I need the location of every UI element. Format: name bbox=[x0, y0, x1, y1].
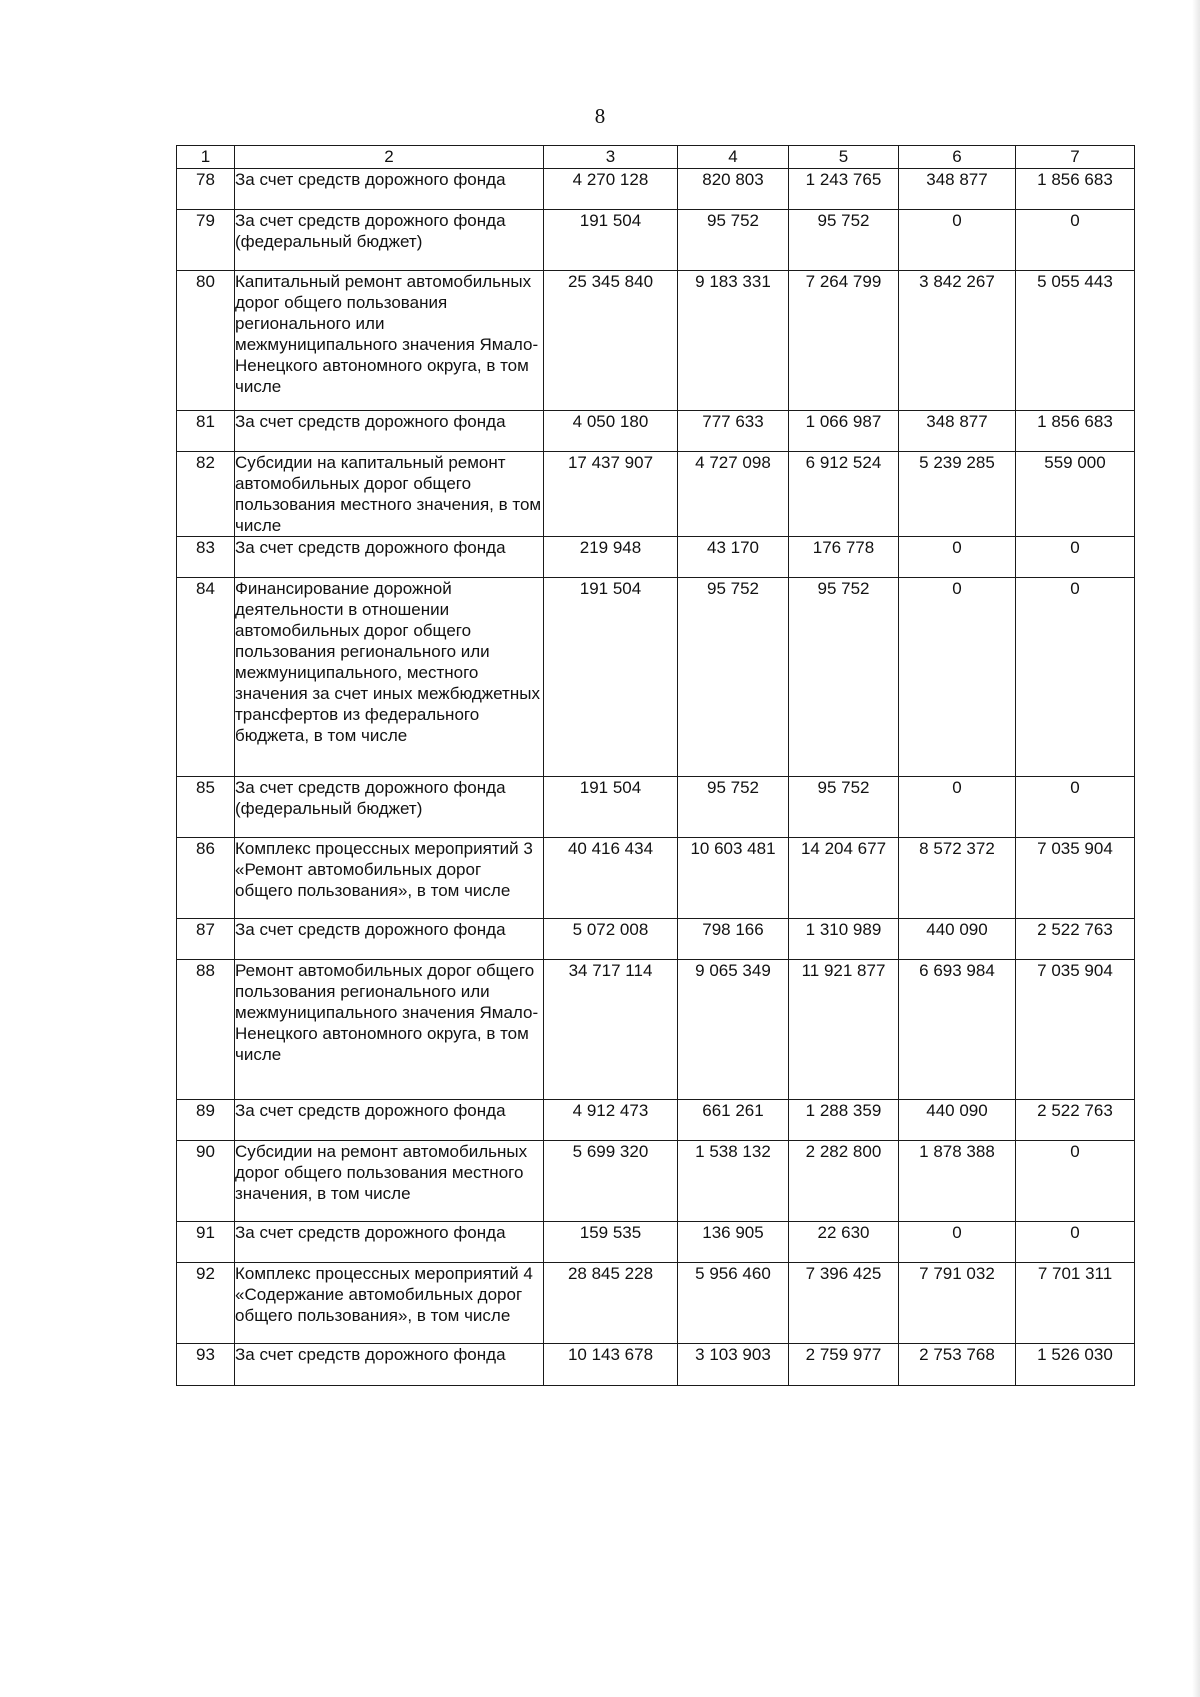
value-col-4: 95 752 bbox=[678, 210, 789, 271]
budget-table bbox=[176, 145, 1135, 1386]
row-description: Субсидии на капитальный ремонт автомобильных дорог общего пользования местного значения, в том числе bbox=[235, 452, 544, 537]
value-col-7: 0 bbox=[1016, 1141, 1135, 1222]
value-col-6: 348 877 bbox=[899, 169, 1016, 210]
value-col-4: 9 183 331 bbox=[678, 271, 789, 411]
value-col-5: 14 204 677 bbox=[789, 838, 899, 919]
page-number: 8 bbox=[594, 104, 606, 128]
row-description: За счет средств дорожного фонда bbox=[235, 411, 544, 452]
value-col-6: 1 878 388 bbox=[899, 1141, 1016, 1222]
value-col-7: 7 701 311 bbox=[1016, 1263, 1135, 1344]
row-description: Комплекс процессных мероприятий 3 «Ремонт автомобильных дорог общего пользования», в том числе bbox=[235, 838, 544, 919]
value-col-7: 1 526 030 bbox=[1016, 1344, 1135, 1386]
row-description: Субсидии на ремонт автомобильных дорог общего пользования местного значения, в том числе bbox=[235, 1141, 544, 1222]
value-col-6: 0 bbox=[899, 1222, 1016, 1263]
table-row bbox=[177, 838, 1135, 919]
value-col-6: 3 842 267 bbox=[899, 271, 1016, 411]
table-row bbox=[177, 210, 1135, 271]
value-col-6: 440 090 bbox=[899, 1100, 1016, 1141]
value-col-5: 1 066 987 bbox=[789, 411, 899, 452]
value-col-5: 2 282 800 bbox=[789, 1141, 899, 1222]
value-col-7: 1 856 683 bbox=[1016, 411, 1135, 452]
value-col-3: 4 912 473 bbox=[544, 1100, 678, 1141]
value-col-5: 95 752 bbox=[789, 578, 899, 777]
row-number: 79 bbox=[177, 210, 235, 271]
value-col-7: 0 bbox=[1016, 537, 1135, 578]
value-col-6: 348 877 bbox=[899, 411, 1016, 452]
value-col-5: 22 630 bbox=[789, 1222, 899, 1263]
value-col-5: 95 752 bbox=[789, 210, 899, 271]
value-col-4: 661 261 bbox=[678, 1100, 789, 1141]
table-row bbox=[177, 1100, 1135, 1141]
table-row bbox=[177, 271, 1135, 411]
row-number: 89 bbox=[177, 1100, 235, 1141]
table-row bbox=[177, 960, 1135, 1100]
value-col-7: 2 522 763 bbox=[1016, 1100, 1135, 1141]
row-description: За счет средств дорожного фонда bbox=[235, 537, 544, 578]
row-number: 92 bbox=[177, 1263, 235, 1344]
column-header: 7 bbox=[1016, 146, 1135, 169]
column-header: 3 bbox=[544, 146, 678, 169]
row-description: За счет средств дорожного фонда bbox=[235, 1222, 544, 1263]
value-col-3: 25 345 840 bbox=[544, 271, 678, 411]
row-description: За счет средств дорожного фонда bbox=[235, 1344, 544, 1386]
value-col-5: 11 921 877 bbox=[789, 960, 899, 1100]
value-col-6: 7 791 032 bbox=[899, 1263, 1016, 1344]
row-number: 91 bbox=[177, 1222, 235, 1263]
row-number: 80 bbox=[177, 271, 235, 411]
value-col-5: 7 396 425 bbox=[789, 1263, 899, 1344]
row-description: За счет средств дорожного фонда bbox=[235, 919, 544, 960]
value-col-5: 176 778 bbox=[789, 537, 899, 578]
value-col-7: 7 035 904 bbox=[1016, 838, 1135, 919]
header-row bbox=[177, 146, 1135, 169]
value-col-7: 5 055 443 bbox=[1016, 271, 1135, 411]
value-col-4: 9 065 349 bbox=[678, 960, 789, 1100]
value-col-7: 0 bbox=[1016, 210, 1135, 271]
table-row bbox=[177, 919, 1135, 960]
value-col-7: 0 bbox=[1016, 578, 1135, 777]
value-col-5: 7 264 799 bbox=[789, 271, 899, 411]
value-col-4: 95 752 bbox=[678, 578, 789, 777]
value-col-3: 5 072 008 bbox=[544, 919, 678, 960]
value-col-3: 159 535 bbox=[544, 1222, 678, 1263]
value-col-7: 1 856 683 bbox=[1016, 169, 1135, 210]
value-col-5: 1 310 989 bbox=[789, 919, 899, 960]
row-description: За счет средств дорожного фонда bbox=[235, 169, 544, 210]
value-col-3: 10 143 678 bbox=[544, 1344, 678, 1386]
value-col-4: 10 603 481 bbox=[678, 838, 789, 919]
row-number: 86 bbox=[177, 838, 235, 919]
value-col-7: 0 bbox=[1016, 1222, 1135, 1263]
row-description: Капитальный ремонт автомобильных дорог общего пользования регионального или межмуниципального значения Ямало-Ненецкого автономного округа, в том числе bbox=[235, 271, 544, 411]
value-col-7: 559 000 bbox=[1016, 452, 1135, 537]
column-header: 2 bbox=[235, 146, 544, 169]
row-number: 93 bbox=[177, 1344, 235, 1386]
value-col-4: 1 538 132 bbox=[678, 1141, 789, 1222]
value-col-3: 34 717 114 bbox=[544, 960, 678, 1100]
table-row bbox=[177, 777, 1135, 838]
table-row bbox=[177, 1344, 1135, 1386]
row-description: За счет средств дорожного фонда bbox=[235, 1100, 544, 1141]
value-col-4: 3 103 903 bbox=[678, 1344, 789, 1386]
column-header: 5 bbox=[789, 146, 899, 169]
table-row bbox=[177, 452, 1135, 537]
value-col-4: 798 166 bbox=[678, 919, 789, 960]
value-col-4: 5 956 460 bbox=[678, 1263, 789, 1344]
column-header: 6 bbox=[899, 146, 1016, 169]
value-col-6: 0 bbox=[899, 578, 1016, 777]
row-number: 81 bbox=[177, 411, 235, 452]
value-col-4: 777 633 bbox=[678, 411, 789, 452]
value-col-4: 820 803 bbox=[678, 169, 789, 210]
value-col-4: 95 752 bbox=[678, 777, 789, 838]
column-header: 4 bbox=[678, 146, 789, 169]
row-description: Финансирование дорожной деятельности в отношении автомобильных дорог общего пользования регионального или межмуниципального, местного значения за счет иных межбюджетных трансфертов из федерального бюджета, в том числе bbox=[235, 578, 544, 777]
value-col-6: 2 753 768 bbox=[899, 1344, 1016, 1386]
value-col-3: 4 050 180 bbox=[544, 411, 678, 452]
table-row bbox=[177, 411, 1135, 452]
row-number: 84 bbox=[177, 578, 235, 777]
row-description: Ремонт автомобильных дорог общего пользования регионального или межмуниципального значения Ямало-Ненецкого автономного округа, в том числе bbox=[235, 960, 544, 1100]
value-col-3: 28 845 228 bbox=[544, 1263, 678, 1344]
value-col-6: 0 bbox=[899, 210, 1016, 271]
table-row bbox=[177, 537, 1135, 578]
row-number: 85 bbox=[177, 777, 235, 838]
table-row bbox=[177, 169, 1135, 210]
table-body bbox=[177, 169, 1135, 1386]
table-row bbox=[177, 1263, 1135, 1344]
value-col-4: 136 905 bbox=[678, 1222, 789, 1263]
value-col-6: 0 bbox=[899, 537, 1016, 578]
value-col-5: 2 759 977 bbox=[789, 1344, 899, 1386]
value-col-5: 95 752 bbox=[789, 777, 899, 838]
value-col-3: 219 948 bbox=[544, 537, 678, 578]
value-col-3: 17 437 907 bbox=[544, 452, 678, 537]
table-row bbox=[177, 578, 1135, 777]
column-header: 1 bbox=[177, 146, 235, 169]
value-col-6: 5 239 285 bbox=[899, 452, 1016, 537]
value-col-7: 2 522 763 bbox=[1016, 919, 1135, 960]
value-col-3: 191 504 bbox=[544, 578, 678, 777]
value-col-3: 5 699 320 bbox=[544, 1141, 678, 1222]
value-col-4: 43 170 bbox=[678, 537, 789, 578]
value-col-4: 4 727 098 bbox=[678, 452, 789, 537]
value-col-6: 0 bbox=[899, 777, 1016, 838]
value-col-5: 6 912 524 bbox=[789, 452, 899, 537]
value-col-5: 1 243 765 bbox=[789, 169, 899, 210]
value-col-6: 6 693 984 bbox=[899, 960, 1016, 1100]
value-col-3: 4 270 128 bbox=[544, 169, 678, 210]
table-row bbox=[177, 1141, 1135, 1222]
value-col-7: 7 035 904 bbox=[1016, 960, 1135, 1100]
value-col-5: 1 288 359 bbox=[789, 1100, 899, 1141]
value-col-3: 40 416 434 bbox=[544, 838, 678, 919]
value-col-6: 8 572 372 bbox=[899, 838, 1016, 919]
value-col-7: 0 bbox=[1016, 777, 1135, 838]
row-number: 90 bbox=[177, 1141, 235, 1222]
value-col-6: 440 090 bbox=[899, 919, 1016, 960]
row-description: За счет средств дорожного фонда (федеральный бюджет) bbox=[235, 777, 544, 838]
row-description: Комплекс процессных мероприятий 4 «Содержание автомобильных дорог общего пользования», в том числе bbox=[235, 1263, 544, 1344]
row-number: 88 bbox=[177, 960, 235, 1100]
value-col-3: 191 504 bbox=[544, 777, 678, 838]
value-col-3: 191 504 bbox=[544, 210, 678, 271]
row-number: 83 bbox=[177, 537, 235, 578]
row-number: 82 bbox=[177, 452, 235, 537]
row-description: За счет средств дорожного фонда (федеральный бюджет) bbox=[235, 210, 544, 271]
table-row bbox=[177, 1222, 1135, 1263]
page-edge bbox=[1192, 0, 1200, 1697]
row-number: 78 bbox=[177, 169, 235, 210]
row-number: 87 bbox=[177, 919, 235, 960]
